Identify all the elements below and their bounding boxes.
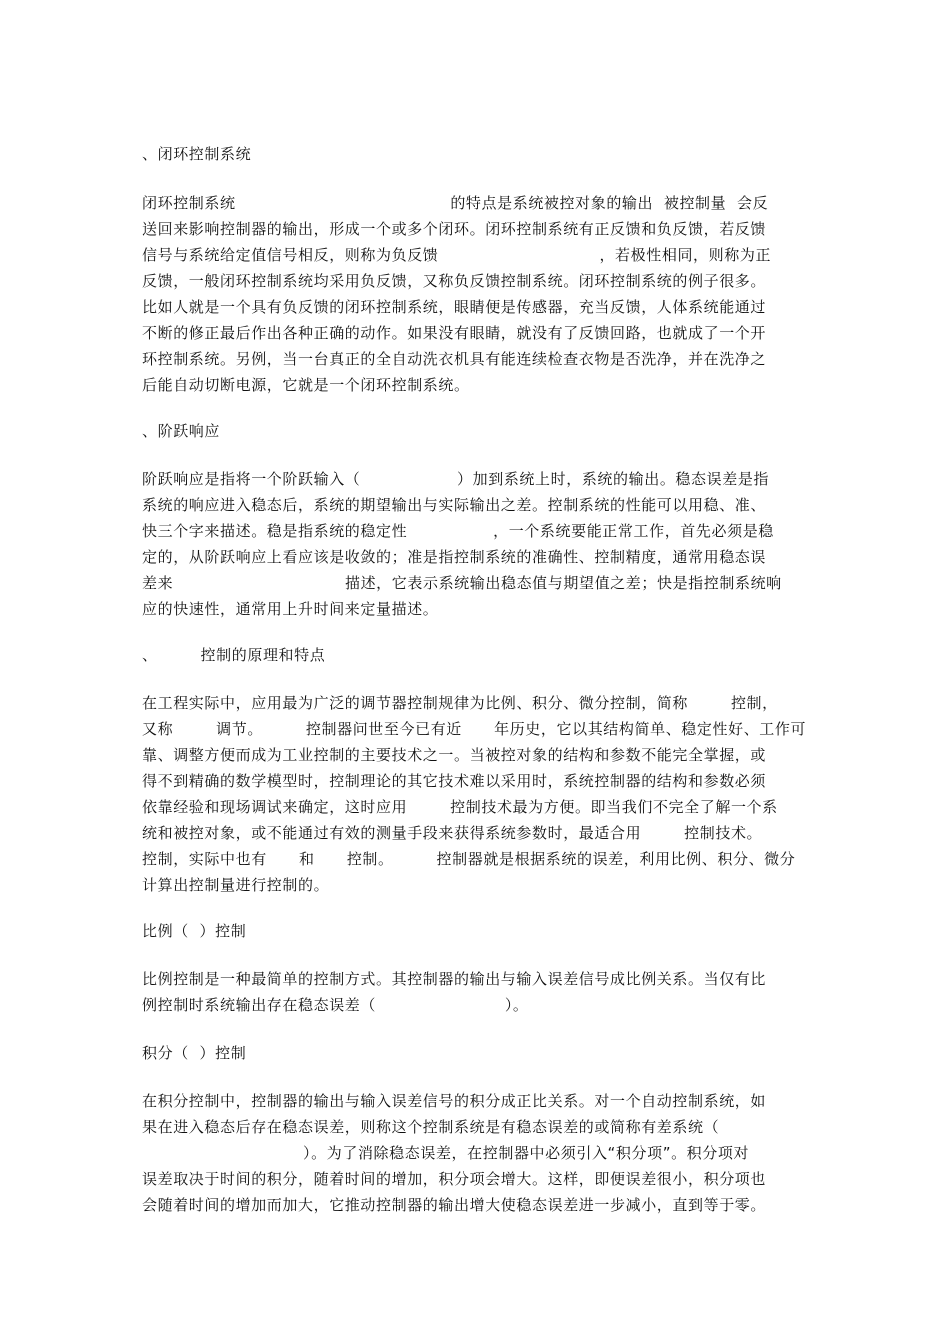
paragraph-line: 信号与系统给定值信号相反，则称为负反馈 ，若极性相同，则称为正 [142, 246, 772, 264]
paragraph-line: ）。为了消除稳态误差，在控制器中必须引入“积分项”。积分项对 [142, 1144, 750, 1162]
paragraph-line: 不断的修正最后作出各种正确的动作。如果没有眼睛，就没有了反馈回路，也就成了一个开 [142, 324, 767, 342]
paragraph-line: 比如人就是一个具有负反馈的闭环控制系统，眼睛便是传感器，充当反馈，人体系统能通过 [142, 298, 767, 316]
paragraph-line: 定的，从阶跃响应上看应该是收敛的；准是指控制系统的准确性、控制精度，通常用稳态误 [142, 548, 767, 566]
section-heading-step-response: 、阶跃响应 [142, 422, 221, 440]
paragraph-line: 计算出控制量进行控制的。 [142, 876, 330, 894]
paragraph-line: 比例控制是一种最简单的控制方式。其控制器的输出与输入误差信号成比例关系。当仅有比 [142, 970, 767, 988]
paragraph-line: 统和被控对象，或不能通过有效的测量手段来获得系统参数时，最适合用 控制技术。 [142, 824, 763, 842]
paragraph-line: 差来 描述，它表示系统输出稳态值与期望值之差；快是指控制系统响 [142, 574, 782, 592]
paragraph-line: 反馈，一般闭环控制系统均采用负反馈，又称负反馈控制系统。闭环控制系统的例子很多。 [142, 272, 767, 290]
paragraph-line: 阶跃响应是指将一个阶跃输入（ ）加到系统上时，系统的输出。稳态误差是指 [142, 470, 770, 488]
paragraph-line: 环控制系统。另例，当一台真正的全自动洗衣机具有能连续检查衣物是否洗净，并在洗净之 [142, 350, 767, 368]
paragraph-line: 得不到精确的数学模型时，控制理论的其它技术难以采用时，系统控制器的结构和参数必须 [142, 772, 767, 790]
paragraph-line: 在工程实际中，应用最为广泛的调节器控制规律为比例、积分、微分控制，简称 控制， [142, 694, 778, 712]
paragraph-line: 在积分控制中，控制器的输出与输入误差信号的积分成正比关系。对一个自动控制系统，如 [142, 1092, 767, 1110]
paragraph-line: 控制，实际中也有 和 控制。 控制器就是根据系统的误差，利用比例、积分、微分 [142, 850, 796, 868]
paragraph-line: 应的快速性，通常用上升时间来定量描述。 [142, 600, 439, 618]
section-heading-integral: 积分（ ）控制 [142, 1044, 247, 1062]
paragraph-line: 依靠经验和现场调试来确定，这时应用 控制技术最为方便。即当我们不完全了解一个系 [142, 798, 778, 816]
paragraph-line: 系统的响应进入稳态后，系统的期望输出与实际输出之差。控制系统的性能可以用稳、准、 [142, 496, 767, 514]
paragraph-line: 后能自动切断电源，它就是一个闭环控制系统。 [142, 376, 470, 394]
paragraph-line: 会随着时间的增加而加大，它推动控制器的输出增大使稳态误差进一步减小，直到等于零。 [142, 1196, 767, 1214]
paragraph-line: 闭环控制系统 的特点是系统被控对象的输出 被控制量 会反 [142, 194, 769, 212]
section-heading-closed-loop: 、闭环控制系统 [142, 145, 252, 163]
section-heading-proportional: 比例（ ）控制 [142, 922, 247, 940]
paragraph-line: 例控制时系统输出存在稳态误差（ ）。 [142, 996, 529, 1014]
paragraph-line: 快三个字来描述。稳是指系统的稳定性 ，一个系统要能正常工作，首先必须是稳 [142, 522, 774, 540]
paragraph-line: 送回来影响控制器的输出，形成一个或多个闭环。闭环控制系统有正反馈和负反馈，若反馈 [142, 220, 767, 238]
paragraph-line: 误差取决于时间的积分，随着时间的增加，积分项会增大。这样，即便误差很小，积分项也 [142, 1170, 767, 1188]
paragraph-line: 果在进入稳态后存在稳态误差，则称这个控制系统是有稳态误差的或简称有差系统（ [142, 1118, 720, 1136]
paragraph-line: 又称 调节。 控制器问世至今已有近 年历史，它以其结构简单、稳定性好、工作可 [142, 720, 807, 738]
paragraph-line: 靠、调整方便而成为工业控制的主要技术之一。当被控对象的结构和参数不能完全掌握，或 [142, 746, 767, 764]
section-heading-pid-principle: 、 控制的原理和特点 [142, 646, 326, 664]
